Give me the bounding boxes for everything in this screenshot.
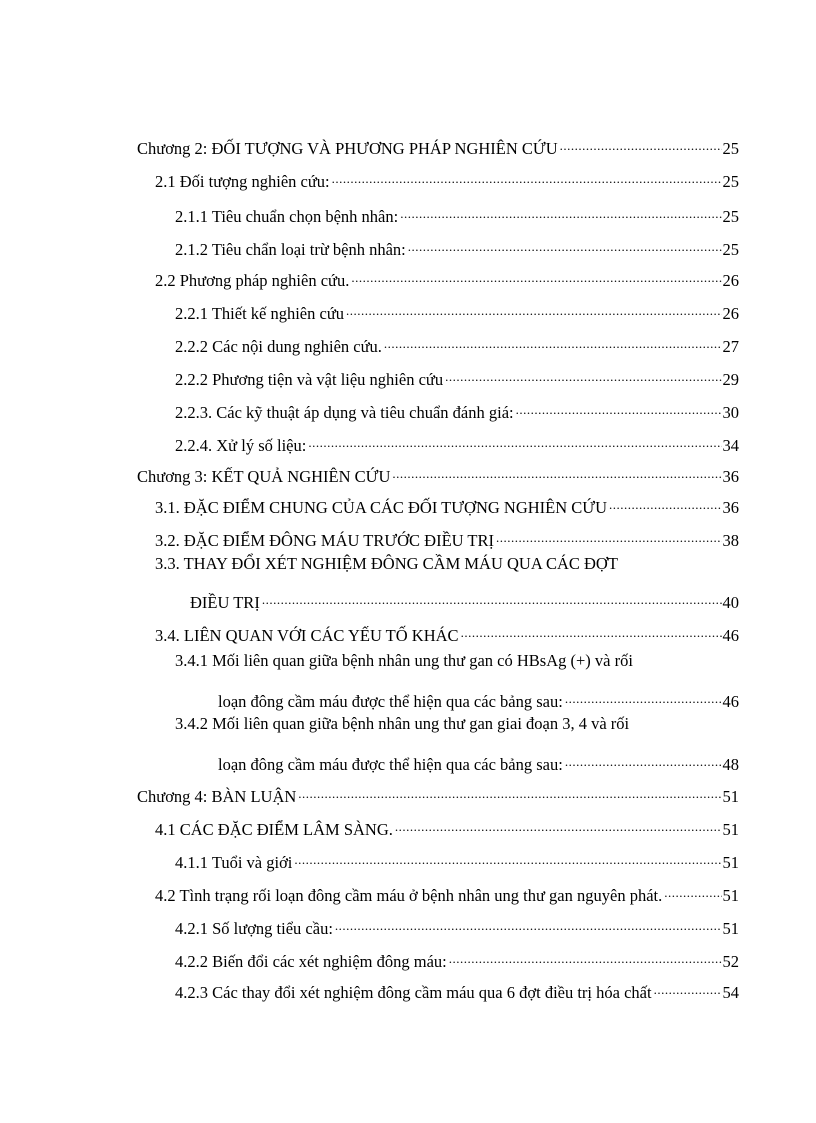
dot-leader <box>335 912 722 934</box>
toc-entry-title: 2.2.3. Các kỹ thuật áp dụng và tiêu chuẩn đánh giá: <box>175 403 514 422</box>
toc-entry-page: 25 <box>722 207 739 226</box>
toc-entry-title: 2.1.2 Tiêu chẩn loại trừ bệnh nhân: <box>175 240 406 259</box>
toc-entry[interactable] <box>175 846 739 874</box>
dot-leader <box>294 846 721 868</box>
toc-entry-title: 3.2. ĐẶC ĐIỂM ĐÔNG MÁU TRƯỚC ĐIỀU TRỊ <box>155 531 494 550</box>
dot-leader <box>308 429 721 451</box>
dot-leader <box>449 945 722 967</box>
toc-entry-title: 3.1. ĐẶC ĐIỂM CHUNG CỦA CÁC ĐỐI TƯỢNG NGHIÊN CỨU <box>155 498 608 517</box>
toc-entry-page: 25 <box>722 139 739 158</box>
dot-leader <box>400 200 721 222</box>
toc-entry-page: 46 <box>722 626 739 645</box>
toc-entry[interactable] <box>155 619 739 647</box>
dot-leader <box>664 879 721 901</box>
toc-entry[interactable] <box>190 586 739 614</box>
dot-leader <box>496 524 722 546</box>
toc-entry-title: Chương 2: ĐỐI TƯỢNG VÀ PHƯƠNG PHÁP NGHIÊN CỨU <box>137 139 558 158</box>
dot-leader <box>654 976 722 998</box>
toc-entry[interactable] <box>155 491 739 519</box>
dot-leader <box>565 748 722 770</box>
dot-leader <box>565 685 722 707</box>
toc-entry-title: 2.2.1 Thiết kế nghiên cứu <box>175 304 345 323</box>
toc-entry-title: 2.2 Phương pháp nghiên cứu. <box>155 271 350 290</box>
toc-entry-title: 2.2.2 Phương tiện và vật liệu nghiên cứu <box>175 370 444 389</box>
toc-entry[interactable] <box>175 945 739 973</box>
toc-entry-title: 4.2.1 Số lượng tiểu cầu: <box>175 919 333 938</box>
dot-leader <box>332 165 722 187</box>
toc-entry-title: ĐIỀU TRỊ <box>190 593 260 612</box>
toc-entry[interactable] <box>218 685 739 713</box>
toc-entry-page: 30 <box>722 403 739 422</box>
toc-entry[interactable] <box>155 165 739 193</box>
toc-entry-title: 4.2 Tình trạng rối loạn đông cầm máu ở bệnh nhân ung thư gan nguyên phát. <box>155 886 663 905</box>
dot-leader <box>609 491 721 513</box>
toc-entry-title: loạn đông cầm máu được thể hiện qua các bảng sau: <box>218 755 563 774</box>
toc-entry-title-line1: 3.3. THAY ĐỔI XÉT NGHIỆM ĐÔNG CẦM MÁU QUA CÁC ĐỢT <box>155 554 618 573</box>
toc-entry[interactable] <box>175 330 739 358</box>
toc-entry[interactable] <box>175 297 739 325</box>
toc-entry-page: 48 <box>722 755 739 774</box>
dot-leader <box>560 132 722 154</box>
toc-entry-page: 40 <box>722 593 739 612</box>
toc-entry[interactable] <box>175 912 739 940</box>
toc-entry-page: 51 <box>722 886 739 905</box>
toc-entry[interactable] <box>137 132 739 160</box>
toc-entry-page: 36 <box>722 498 739 517</box>
toc-entry-page: 54 <box>722 983 739 1002</box>
toc-entry-title: 3.4. LIÊN QUAN VỚI CÁC YẾU TỐ KHÁC <box>155 626 459 645</box>
toc-entry[interactable] <box>137 460 739 488</box>
toc-entry-page: 26 <box>722 271 739 290</box>
dot-leader <box>298 780 721 802</box>
dot-leader <box>351 264 721 286</box>
toc-entry-page: 26 <box>722 304 739 323</box>
toc-entry[interactable] <box>175 233 739 261</box>
toc-entry-page: 46 <box>722 692 739 711</box>
toc-entry-page: 25 <box>722 172 739 191</box>
toc-entry[interactable] <box>155 264 739 292</box>
toc-entry[interactable] <box>155 813 739 841</box>
toc-entry[interactable] <box>137 780 739 808</box>
toc-entry[interactable] <box>155 524 739 552</box>
toc-entry-title: 2.2.2 Các nội dung nghiên cứu. <box>175 337 382 356</box>
toc-entry-title: 4.2.2 Biến đổi các xét nghiệm đông máu: <box>175 952 447 971</box>
toc-entry-title-line1: 3.4.2 Mối liên quan giữa bệnh nhân ung thư gan giai đoạn 3, 4 và rối <box>175 714 630 733</box>
toc-entry[interactable] <box>218 748 739 776</box>
dot-leader <box>445 363 721 385</box>
toc-entry-title: 4.1 CÁC ĐẶC ĐIỂM LÂM SÀNG. <box>155 820 393 839</box>
toc-entry-page: 51 <box>722 787 739 806</box>
toc-entry-title: loạn đông cầm máu được thể hiện qua các bảng sau: <box>218 692 563 711</box>
toc-entry-page: 51 <box>722 853 739 872</box>
toc-entry-page: 27 <box>722 337 739 356</box>
dot-leader <box>395 813 722 835</box>
toc-entry-title: Chương 3: KẾT QUẢ NGHIÊN CỨU <box>137 467 391 486</box>
toc-entry[interactable] <box>175 200 739 228</box>
toc-entry-title-line1: 3.4.1 Mối liên quan giữa bệnh nhân ung thư gan có HBsAg (+) và rối <box>175 651 633 670</box>
toc-entry-page: 51 <box>722 820 739 839</box>
dot-leader <box>392 460 721 482</box>
toc-entry-page: 29 <box>722 370 739 389</box>
dot-leader <box>461 619 722 641</box>
toc-entry-title: 4.1.1 Tuổi và giới <box>175 853 293 872</box>
toc-entry[interactable] <box>175 429 739 457</box>
toc-entry-title: 2.2.4. Xử lý số liệu: <box>175 436 307 455</box>
dot-leader <box>262 586 722 608</box>
toc-entry-page: 52 <box>722 952 739 971</box>
toc-entry-page: 36 <box>722 467 739 486</box>
toc-entry[interactable] <box>175 976 739 1004</box>
toc-entry-title: 2.1 Đối tượng nghiên cứu: <box>155 172 330 191</box>
toc-entry-page: 51 <box>722 919 739 938</box>
toc-entry[interactable] <box>155 879 739 907</box>
dot-leader <box>408 233 722 255</box>
toc-entry-page: 38 <box>722 531 739 550</box>
toc-entry[interactable] <box>175 396 739 424</box>
toc-entry-title: 4.2.3 Các thay đổi xét nghiệm đông cầm máu qua 6 đợt điều trị hóa chất <box>175 983 652 1002</box>
toc-entry[interactable] <box>175 363 739 391</box>
dot-leader <box>346 297 721 319</box>
toc-entry-page: 25 <box>722 240 739 259</box>
toc-entry-title: 2.1.1 Tiêu chuẩn chọn bệnh nhân: <box>175 207 399 226</box>
dot-leader <box>384 330 722 352</box>
dot-leader <box>516 396 722 418</box>
toc-entry-title: Chương 4: BÀN LUẬN <box>137 787 297 806</box>
toc-entry-page: 34 <box>722 436 739 455</box>
